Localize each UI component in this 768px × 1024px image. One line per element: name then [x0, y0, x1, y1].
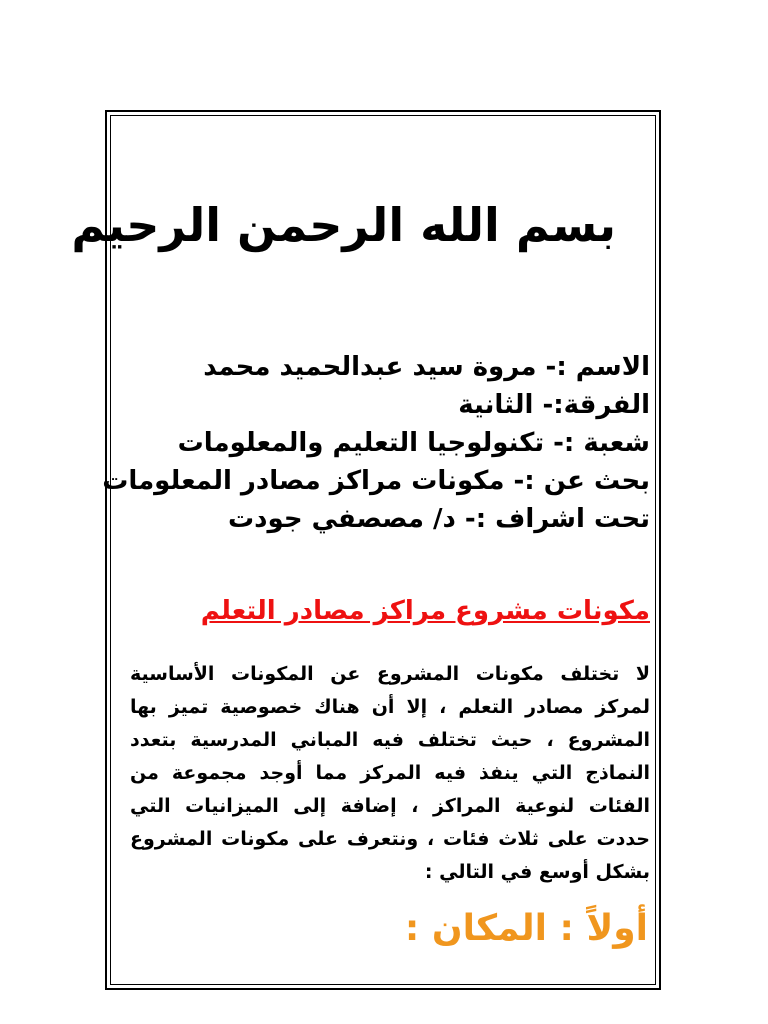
info-research-topic: بحث عن :- مكونات مراكز مصادر المعلومات [102, 466, 650, 496]
info-year: الفرقة:- الثانية [458, 390, 650, 420]
body-paragraph: لا تختلف مكونات المشروع عن المكونات الأساسية لمركز مصادر التعلم ، إلا أن هناك خصوصية تميز بها المشروع ، حيث تختلف فيه المباني المدرسية بتعدد النماذج التي ينفذ فيه المركز مما أوجد مجموعة من الفئات لنوعية المراكز ، إضافة إلى الميزانيات التي حددت على ثلاث فئات ، ونتعرف على مكونات المشروع بشكل أوسع في التالي : [130, 663, 650, 883]
basmala-title: بسم الله الرحمن الرحيم [71, 198, 616, 252]
student-info [102, 348, 650, 538]
info-department: شعبة :- تكنولوجيا التعليم والمعلومات [177, 428, 650, 458]
section-heading: مكونات مشروع مراكز مصادر التعلم [200, 596, 650, 626]
info-name: الاسم :- مروة سيد عبدالحميد محمد [203, 352, 650, 382]
subheading-place: أولاً : المكان : [404, 908, 648, 949]
info-supervisor: تحت اشراف :- د/ مصصفي جودت [228, 504, 650, 534]
